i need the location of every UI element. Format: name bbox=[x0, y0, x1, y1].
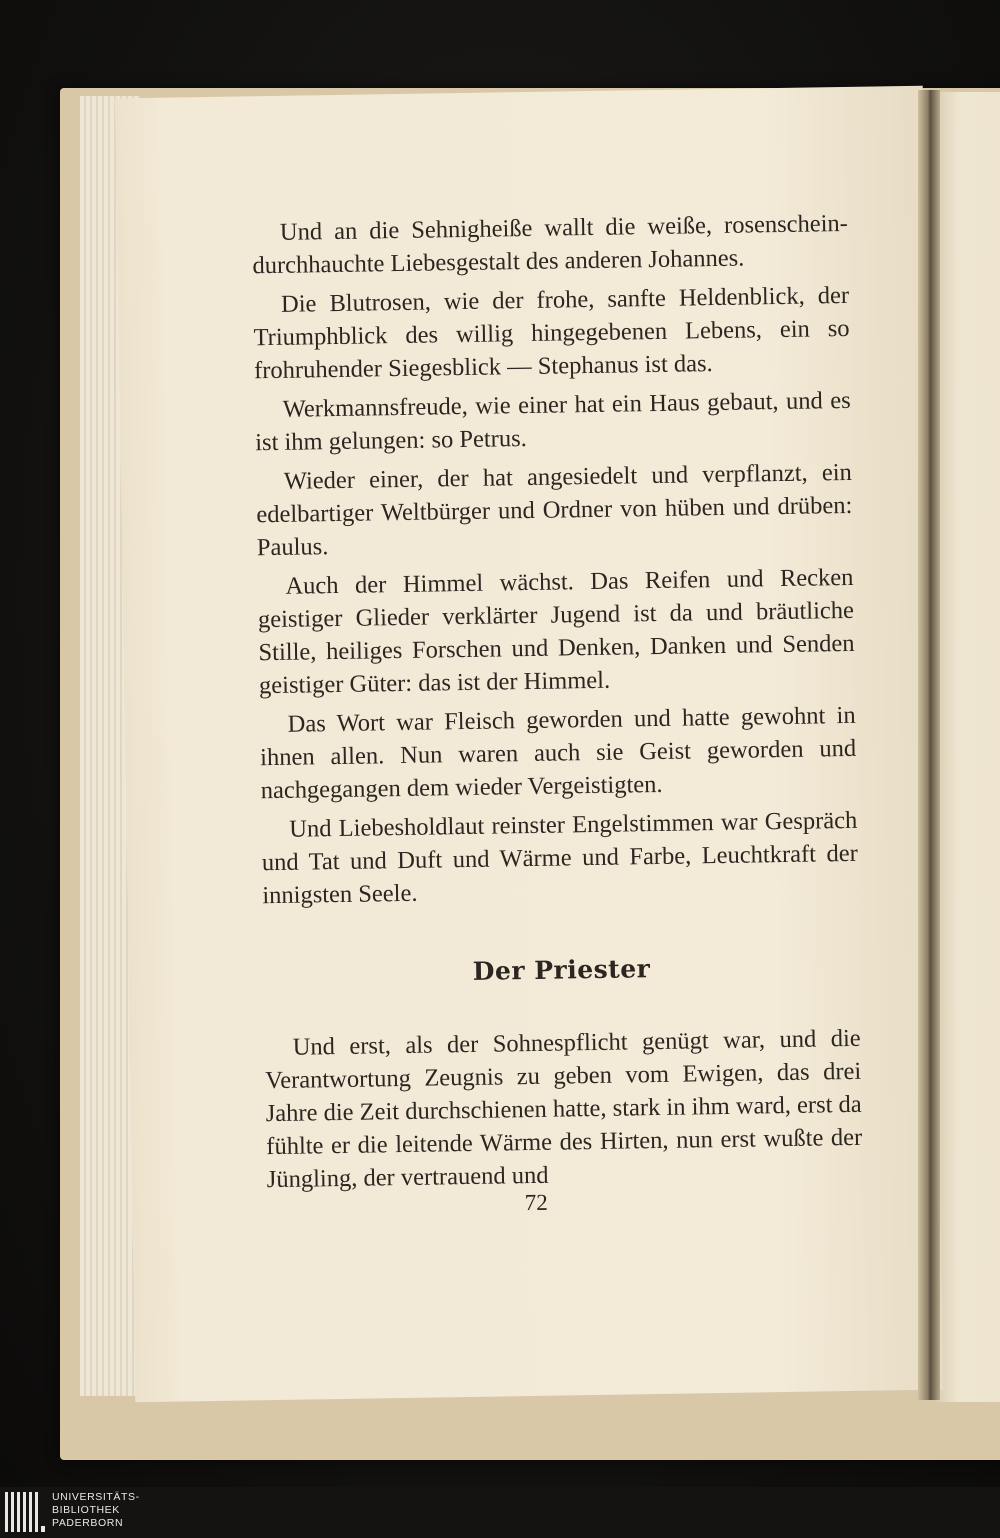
library-logo-icon bbox=[5, 1492, 47, 1532]
library-footer bbox=[0, 1487, 1000, 1538]
logo-line: PADERBORN bbox=[52, 1517, 124, 1529]
paragraph: Und Liebesholdlaut reinster Engelstimmen war Gespräch und Tat und Duft und Wärme und Farbe, Leuchtkraft der innigsten Seele. bbox=[261, 806, 858, 910]
paragraph: Wieder einer, der hat angesiedelt und verpflanzt, ein edelbartiger Weltbürger und Ordner von hüben und drüben: Paulus. bbox=[256, 458, 853, 562]
logo-line: BIBLIOTHEK bbox=[52, 1504, 120, 1516]
book-gutter bbox=[918, 90, 940, 1400]
page-text bbox=[252, 207, 863, 1202]
library-logo-text bbox=[52, 1491, 140, 1530]
paragraph: Auch der Himmel wächst. Das Reifen und Recken geistiger Glieder verklärter Jugend ist da und bräutliche Stille, heiliges Forschen und Denken, Danken und Senden geistiger Güter: das ist der Himmel. bbox=[257, 563, 855, 700]
book-page bbox=[115, 86, 943, 1403]
next-page-edge bbox=[935, 92, 1000, 1402]
paragraph: Das Wort war Fleisch geworden und hatte gewohnt in ihnen allen. Nun waren auch sie Geist geworden und nachgegangen dem wieder Vergeistigten. bbox=[259, 701, 857, 805]
logo-line: UNIVERSITÄTS- bbox=[52, 1491, 140, 1503]
paragraph: Die Blutrosen, wie der frohe, sanfte Heldenblick, der Triumphblick des willig hingegebenen Lebens, ein so frohruhender Siegesblick — Stephanus ist das. bbox=[253, 281, 850, 385]
page-number: 72 bbox=[524, 1189, 548, 1216]
section-heading: Der Priester bbox=[472, 954, 651, 986]
paragraph: Und erst, als der Sohnespflicht genügt war, und die Verantwortung Zeugnis zu geben vom Ewigen, das drei Jahre die Zeit durchschienen hatte, stark in ihm ward, erst da fühlte er die leitende Wärme des Hirten, nun erst wußte der Jüngling, der vertrauend und bbox=[265, 1024, 863, 1194]
paragraph: Werkmannsfreude, wie einer hat ein Haus gebaut, und es ist ihm gelungen: so Petrus. bbox=[255, 386, 851, 457]
paragraph: Und an die Sehnigheiße wallt die weiße, rosenschein-durchhauchte Liebesgestalt des anderen Johannes. bbox=[252, 209, 849, 280]
